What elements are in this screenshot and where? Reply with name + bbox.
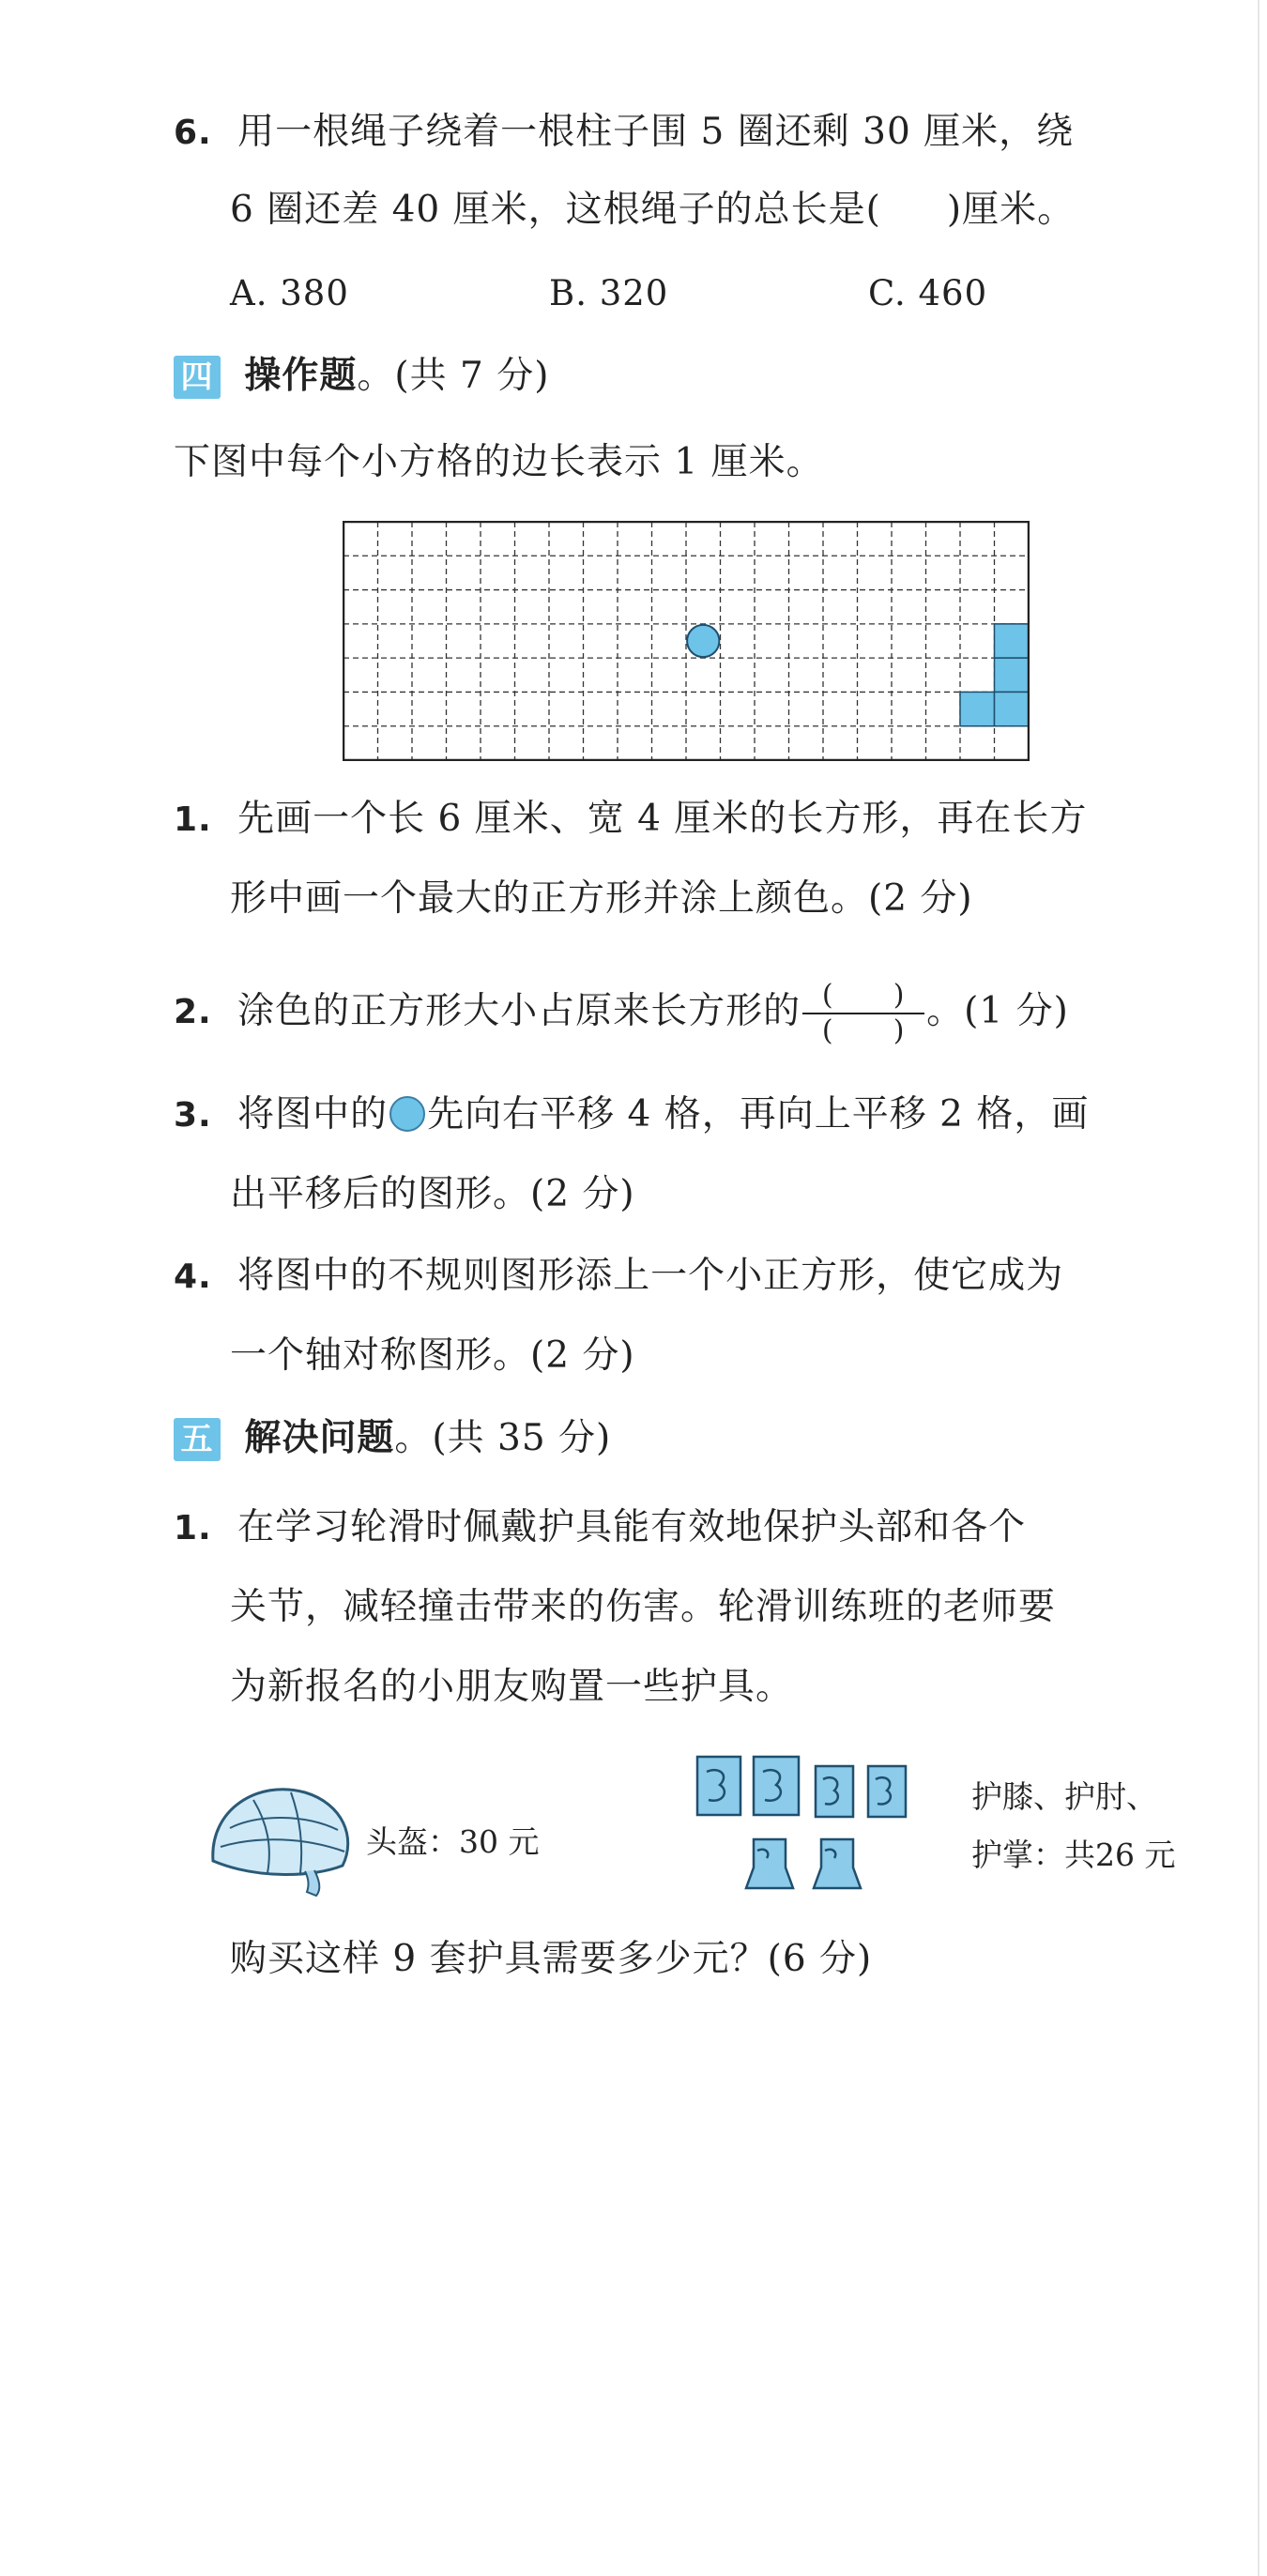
section4-header	[174, 350, 549, 403]
fraction-blank[interactable]	[802, 979, 924, 1048]
q6-text-1: 用一根绳子绕着一根柱子围 5 圈还剩 30 厘米，绕	[237, 111, 1075, 153]
filled-cell	[995, 624, 1030, 658]
page-edge	[1258, 0, 1259, 2576]
s4-item3-text-2: 出平移后的图形。(2 分)	[230, 1173, 635, 1215]
section5-badge: 五	[174, 1418, 221, 1461]
pads-label-line1: 护膝、护肘、	[971, 1778, 1157, 1815]
s4-item1-text-2: 形中画一个最大的正方形并涂上颜色。(2 分)	[230, 877, 973, 920]
q6-text-2b: )厘米。	[946, 189, 1076, 231]
fraction-numerator: ( )	[821, 979, 906, 1012]
q6-line1	[174, 106, 1074, 160]
section4-title: 操作题	[244, 355, 358, 397]
s5-item1-text-3: 为新报名的小朋友购置一些护具。	[230, 1666, 794, 1708]
section4-score: 。(共 7 分)	[357, 355, 550, 397]
s4-item2-number: 2.	[174, 993, 212, 1031]
helmet-price-label: 头盔：30 元	[366, 1823, 540, 1860]
s5-item1-question: 购买这样 9 套护具需要多少元？(6 分)	[230, 1938, 873, 1980]
s5-item1-text-2: 关节，减轻撞击带来的伤害。轮滑训练班的老师要	[230, 1586, 1057, 1628]
q6-option-a: A. 380	[230, 273, 349, 313]
s4-item2-line	[174, 979, 1069, 1048]
q6-text-2a: 6 圈还差 40 厘米，这根绳子的总长是(	[230, 189, 881, 231]
section5-title: 解决问题	[244, 1417, 395, 1459]
grid-circle	[687, 625, 719, 657]
filled-cell	[960, 692, 995, 725]
s4-item1-line1	[174, 793, 1087, 846]
s4-item1-text-1: 先画一个长 6 厘米、宽 4 厘米的长方形，再在长方	[237, 798, 1088, 840]
section5-header	[174, 1412, 611, 1465]
q6-option-b: B. 320	[549, 273, 669, 313]
s4-item4-text-1: 将图中的不规则图形添上一个小正方形，使它成为	[237, 1255, 1064, 1297]
pads-label-line2: 护掌：共26 元	[971, 1837, 1176, 1873]
s5-item1-number: 1.	[174, 1509, 212, 1547]
s4-item3-number: 3.	[174, 1096, 212, 1135]
protective-pads-icon	[690, 1745, 953, 1905]
section5-score: 。(共 35 分)	[394, 1417, 612, 1459]
s5-item1-line1	[174, 1501, 1026, 1555]
s4-item4-text-2: 一个轴对称图形。(2 分)	[230, 1334, 635, 1377]
grid-lines	[343, 522, 1029, 760]
helmet-icon	[202, 1772, 361, 1903]
s4-item3-text-b: 先向右平移 4 格，再向上平移 2 格，画	[427, 1093, 1090, 1136]
filled-cell	[995, 692, 1030, 725]
s5-item1-text-1: 在学习轮滑时佩戴护具能有效地保护头部和各个	[237, 1506, 1027, 1548]
fraction-denominator: ( )	[821, 1014, 906, 1047]
s4-item3-text-a: 将图中的	[237, 1093, 389, 1136]
section4-badge: 四	[174, 356, 221, 399]
q6-line2	[230, 184, 1075, 236]
q6-number: 6.	[174, 114, 212, 152]
s4-item4-number: 4.	[174, 1258, 212, 1296]
s4-item2-text-b: 。(1 分)	[926, 990, 1069, 1032]
s4-item1-number: 1.	[174, 800, 212, 839]
q6-option-c: C. 460	[868, 273, 988, 313]
circle-icon	[389, 1096, 425, 1132]
grid-figure	[343, 521, 1030, 761]
section4-intro: 下图中每个小方格的边长表示 1 厘米。	[174, 441, 824, 483]
s4-item2-text-a: 涂色的正方形大小占原来长方形的	[237, 990, 801, 1032]
s4-item3-line1	[174, 1089, 1089, 1142]
s4-item4-line1	[174, 1250, 1063, 1303]
filled-cell	[995, 658, 1030, 692]
